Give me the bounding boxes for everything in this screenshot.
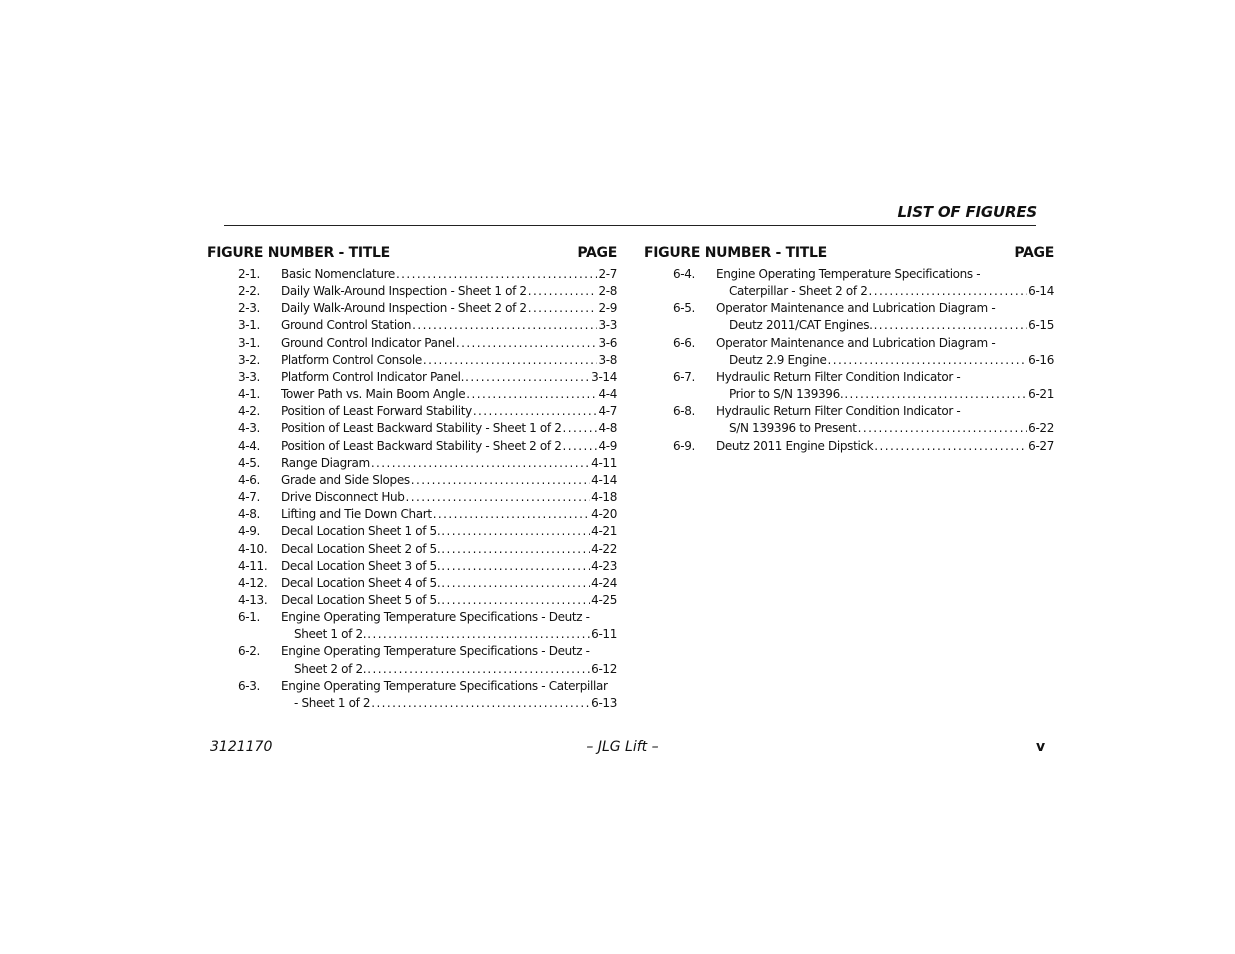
figure-page: 4-8 bbox=[598, 421, 617, 436]
dot-leader bbox=[827, 352, 1027, 369]
column-header bbox=[207, 244, 617, 266]
figure-number: 6-2. bbox=[238, 644, 261, 659]
figure-number: 6-4. bbox=[673, 267, 696, 281]
figure-title: Sheet 2 of 2. bbox=[294, 661, 367, 676]
toc-entry bbox=[207, 403, 617, 420]
figure-page: 2-7 bbox=[598, 267, 617, 281]
figure-title: Decal Location Sheet 4 of 5. bbox=[281, 575, 441, 590]
dot-leader bbox=[367, 661, 590, 678]
figure-number: 4-6. bbox=[238, 472, 261, 487]
toc-entry bbox=[207, 266, 617, 283]
toc-entry bbox=[207, 558, 617, 575]
figure-page: 4-4 bbox=[598, 387, 617, 402]
toc-entry bbox=[207, 541, 617, 558]
footer-brand: – JLG Lift – bbox=[586, 739, 659, 755]
toc-entry bbox=[207, 575, 617, 592]
dot-leader bbox=[563, 438, 598, 455]
figure-number: 4-4. bbox=[238, 438, 261, 453]
figure-title: Position of Least Backward Stability - Sheet 1 of 2 bbox=[281, 421, 562, 436]
figure-page: 6-21 bbox=[1028, 387, 1054, 402]
figure-number: 4-3. bbox=[238, 421, 261, 436]
figure-number: 3-2. bbox=[238, 352, 261, 367]
figure-number: 2-1. bbox=[238, 267, 261, 281]
figure-number: 2-2. bbox=[238, 284, 261, 299]
figure-title: Deutz 2011 Engine Dipstick bbox=[716, 438, 874, 453]
dot-leader bbox=[441, 558, 590, 575]
figure-page: 6-13 bbox=[591, 695, 617, 710]
figure-title: Lifting and Tie Down Chart bbox=[281, 507, 432, 522]
column-header-title: FIGURE NUMBER - TITLE bbox=[644, 245, 827, 261]
dot-leader bbox=[441, 541, 590, 558]
figure-page: 4-11 bbox=[591, 455, 617, 470]
toc-entry bbox=[207, 352, 617, 369]
dot-leader bbox=[441, 592, 590, 609]
figure-page: 3-8 bbox=[598, 352, 617, 367]
figure-page: 6-11 bbox=[591, 627, 617, 642]
figure-title: Sheet 1 of 2. bbox=[294, 627, 367, 642]
dot-leader bbox=[874, 317, 1028, 334]
figure-title: Platform Control Indicator Panel. bbox=[281, 369, 465, 384]
figure-title: Hydraulic Return Filter Condition Indicator - bbox=[716, 404, 961, 419]
figure-title: Engine Operating Temperature Specifications - Deutz - bbox=[281, 610, 590, 625]
figure-title: Prior to S/N 139396. bbox=[729, 387, 844, 402]
figure-page: 4-18 bbox=[591, 490, 617, 505]
figure-number: 6-7. bbox=[673, 369, 696, 384]
figure-page: 4-7 bbox=[598, 404, 617, 419]
figure-title: Decal Location Sheet 2 of 5. bbox=[281, 541, 441, 556]
dot-leader bbox=[441, 575, 590, 592]
dot-leader bbox=[563, 420, 598, 437]
figure-page: 6-22 bbox=[1028, 421, 1054, 436]
toc-entry bbox=[207, 369, 617, 386]
figure-page: 3-14 bbox=[591, 369, 617, 384]
figure-title: Decal Location Sheet 5 of 5. bbox=[281, 592, 441, 607]
figure-number: 2-3. bbox=[238, 301, 261, 316]
column-header-title: FIGURE NUMBER - TITLE bbox=[207, 245, 390, 261]
figure-title: Tower Path vs. Main Boom Angle bbox=[281, 387, 466, 402]
figure-title: Grade and Side Slopes bbox=[281, 472, 410, 487]
figure-title: Drive Disconnect Hub bbox=[281, 490, 405, 505]
figure-page: 4-25 bbox=[591, 592, 617, 607]
figure-number: 4-8. bbox=[238, 507, 261, 522]
toc-entry bbox=[207, 523, 617, 540]
figure-title: Hydraulic Return Filter Condition Indicator - bbox=[716, 369, 961, 384]
dot-leader bbox=[396, 266, 598, 283]
figure-page: 2-9 bbox=[598, 301, 617, 316]
document-number: 3121170 bbox=[210, 739, 273, 755]
figure-page: 4-14 bbox=[591, 472, 617, 487]
figure-title: Position of Least Backward Stability - Sheet 2 of 2 bbox=[281, 438, 562, 453]
figure-number: 6-9. bbox=[673, 438, 696, 453]
toc-entry bbox=[644, 335, 1054, 369]
dot-leader bbox=[412, 317, 597, 334]
toc-entry bbox=[207, 317, 617, 334]
dot-leader bbox=[406, 489, 591, 506]
toc-entry bbox=[207, 592, 617, 609]
figure-number: 4-11. bbox=[238, 558, 268, 573]
figure-title: Deutz 2011/CAT Engines. bbox=[729, 318, 873, 333]
toc-entry bbox=[207, 609, 617, 643]
figure-title: Position of Least Forward Stability bbox=[281, 404, 472, 419]
dot-leader bbox=[423, 352, 598, 369]
page-number: v bbox=[1036, 739, 1046, 755]
toc-entry bbox=[644, 369, 1054, 403]
dot-leader bbox=[465, 369, 590, 386]
figure-page: 4-9 bbox=[598, 438, 617, 453]
figure-number: 4-13. bbox=[238, 592, 268, 607]
figure-title: Engine Operating Temperature Specifications - bbox=[716, 267, 981, 281]
figure-page: 4-21 bbox=[591, 524, 617, 539]
figure-number: 3-1. bbox=[238, 335, 261, 350]
figure-page: 4-20 bbox=[591, 507, 617, 522]
figure-title: Ground Control Indicator Panel bbox=[281, 335, 455, 350]
figure-title: Daily Walk-Around Inspection - Sheet 1 of 2 bbox=[281, 284, 527, 299]
toc-entry bbox=[207, 506, 617, 523]
dot-leader bbox=[844, 386, 1027, 403]
figure-title: Operator Maintenance and Lubrication Diagram - bbox=[716, 335, 996, 350]
figure-title: Engine Operating Temperature Specifications - Deutz - bbox=[281, 644, 590, 659]
figure-number: 6-6. bbox=[673, 335, 696, 350]
toc-entry bbox=[207, 643, 617, 677]
toc-entry bbox=[207, 420, 617, 437]
figure-list bbox=[207, 266, 617, 712]
dot-leader bbox=[473, 403, 598, 420]
figure-page: 6-14 bbox=[1028, 284, 1054, 299]
toc-entry bbox=[207, 283, 617, 300]
figure-number: 4-2. bbox=[238, 404, 261, 419]
toc-entry bbox=[207, 438, 617, 455]
figure-title: Daily Walk-Around Inspection - Sheet 2 of 2 bbox=[281, 301, 527, 316]
dot-leader bbox=[371, 455, 590, 472]
figure-title: Decal Location Sheet 3 of 5. bbox=[281, 558, 441, 573]
figure-number: 6-5. bbox=[673, 301, 696, 316]
figure-number: 6-3. bbox=[238, 678, 261, 693]
figure-title: Engine Operating Temperature Specifications - Caterpillar bbox=[281, 678, 608, 693]
figure-page: 6-16 bbox=[1028, 352, 1054, 367]
figure-title: Deutz 2.9 Engine bbox=[729, 352, 827, 367]
dot-leader bbox=[441, 523, 590, 540]
figure-number: 4-10. bbox=[238, 541, 268, 556]
figure-page: 3-6 bbox=[598, 335, 617, 350]
dot-leader bbox=[466, 386, 597, 403]
toc-entry bbox=[207, 300, 617, 317]
figure-number: 4-5. bbox=[238, 455, 261, 470]
figure-page: 6-12 bbox=[591, 661, 617, 676]
header-rule bbox=[224, 225, 1036, 226]
toc-entry bbox=[207, 455, 617, 472]
figure-page: 4-23 bbox=[591, 558, 617, 573]
figure-title: Ground Control Station bbox=[281, 318, 412, 333]
toc-entry bbox=[644, 300, 1054, 334]
figure-page: 4-22 bbox=[591, 541, 617, 556]
toc-column-left bbox=[207, 244, 617, 712]
dot-leader bbox=[433, 506, 590, 523]
figure-number: 6-1. bbox=[238, 610, 261, 625]
figure-number: 3-3. bbox=[238, 369, 261, 384]
figure-page: 2-8 bbox=[598, 284, 617, 299]
toc-entry bbox=[207, 489, 617, 506]
column-header-page: PAGE bbox=[1014, 245, 1054, 261]
figure-title: Basic Nomenclature bbox=[281, 267, 395, 281]
figure-page: 6-27 bbox=[1028, 438, 1054, 453]
figure-title: Operator Maintenance and Lubrication Diagram - bbox=[716, 301, 996, 316]
figure-title: Range Diagram bbox=[281, 455, 370, 470]
toc-entry bbox=[207, 678, 617, 712]
column-header bbox=[644, 244, 1054, 266]
toc-entry bbox=[207, 386, 617, 403]
figure-number: 4-1. bbox=[238, 387, 261, 402]
toc-entry bbox=[644, 266, 1054, 300]
dot-leader bbox=[528, 283, 598, 300]
dot-leader bbox=[528, 300, 598, 317]
dot-leader bbox=[371, 695, 590, 712]
section-title: LIST OF FIGURES bbox=[897, 203, 1037, 221]
figure-number: 4-7. bbox=[238, 490, 261, 505]
figure-list bbox=[644, 266, 1054, 455]
dot-leader bbox=[874, 438, 1027, 455]
toc-column-right bbox=[644, 244, 1054, 455]
figure-page: 4-24 bbox=[591, 575, 617, 590]
figure-title: Platform Control Console bbox=[281, 352, 422, 367]
figure-title: S/N 139396 to Present bbox=[729, 421, 857, 436]
figure-title: Decal Location Sheet 1 of 5. bbox=[281, 524, 441, 539]
figure-number: 3-1. bbox=[238, 318, 261, 333]
toc-entry bbox=[644, 403, 1054, 437]
figure-page: 6-15 bbox=[1028, 318, 1054, 333]
figure-number: 4-12. bbox=[238, 575, 268, 590]
column-header-page: PAGE bbox=[577, 245, 617, 261]
toc-entry bbox=[644, 438, 1054, 455]
dot-leader bbox=[411, 472, 590, 489]
toc-entry bbox=[207, 335, 617, 352]
dot-leader bbox=[367, 626, 590, 643]
dot-leader bbox=[858, 420, 1028, 437]
figure-title: - Sheet 1 of 2 bbox=[294, 695, 371, 710]
figure-number: 4-9. bbox=[238, 524, 261, 539]
dot-leader bbox=[456, 335, 598, 352]
figure-page: 3-3 bbox=[598, 318, 617, 333]
dot-leader bbox=[869, 283, 1028, 300]
figure-title: Caterpillar - Sheet 2 of 2 bbox=[729, 284, 868, 299]
figure-number: 6-8. bbox=[673, 404, 696, 419]
toc-entry bbox=[207, 472, 617, 489]
